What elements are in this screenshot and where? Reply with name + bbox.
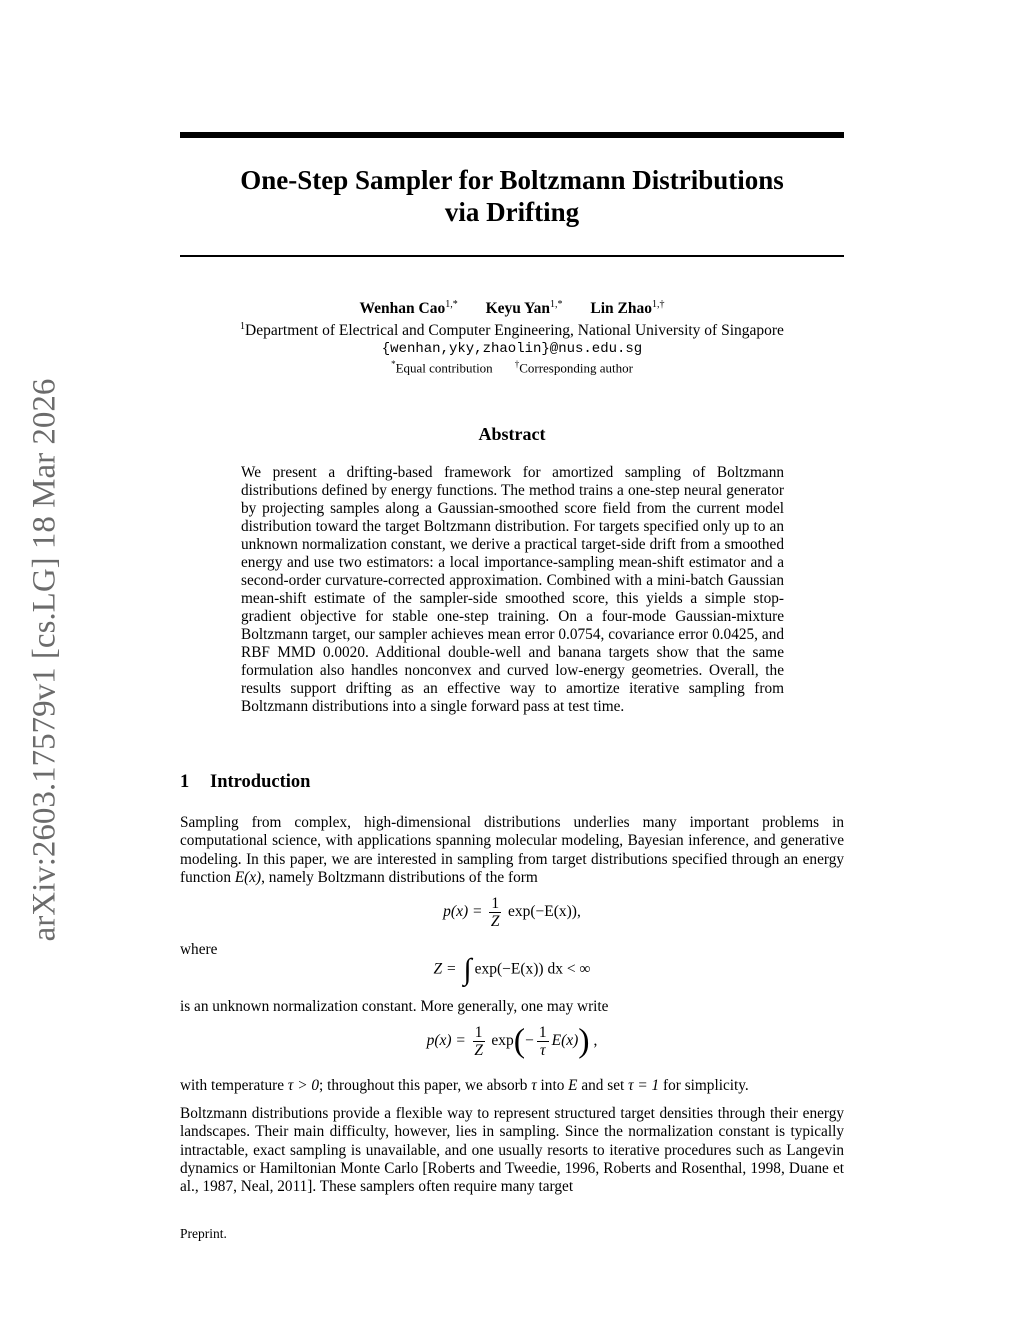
intro-paragraph-4: Boltzmann distributions provide a flexible way to represent structured target densities through their energy landscapes. Their main difficulty, however, lies in sampling. Since the normalization constant is typically intractable, exact sampling is unavailable, and one usually resorts to iterative procedures such as Langevin dynamics or Hamiltonian Monte Carlo [Roberts and Tweedie, 1996, Roberts and Rosenthal, 1998, Duane et al., 1987, Neal, 2011]. These samplers often require many target <box>180 1105 844 1196</box>
section-heading-introduction <box>180 772 310 793</box>
author-notes <box>180 359 844 376</box>
intro-p1-math: E(x) <box>234 868 262 886</box>
author-email: {wenhan,yky,zhaolin}@nus.edu.sg <box>381 341 643 357</box>
eq3-minus: − <box>525 1032 534 1050</box>
eq3-inner-denominator: τ <box>539 1042 546 1059</box>
affiliation-mark: 1 <box>240 321 246 332</box>
eq3-numerator: 1 <box>474 1024 483 1041</box>
intro-p3-b: ; throughout this paper, we absorb <box>319 1077 528 1094</box>
corresponding-author-note: Corresponding author <box>519 360 633 376</box>
footer-preprint: Preprint. <box>180 1226 227 1241</box>
eq3-comma: , <box>589 1032 598 1050</box>
eq1-lhs: p(x) = <box>443 903 487 921</box>
section-title: Introduction <box>210 772 311 792</box>
title-bottom-rule <box>180 255 844 257</box>
intro-p3-math-4: τ = 1 <box>628 1077 660 1094</box>
intro-p3-math-1: τ > 0 <box>287 1077 319 1094</box>
author-3-mark: 1,† <box>652 299 665 310</box>
author-1-mark: 1,* <box>445 299 458 310</box>
eq3-exp: exp <box>487 1032 514 1050</box>
affiliation <box>180 321 844 340</box>
equation-boltzmann <box>180 895 844 930</box>
arxiv-identifier: arXiv:2603.17579v1 [cs.LG] 18 Mar 2026 <box>26 378 63 942</box>
eq2-lhs: Z = <box>433 960 461 978</box>
title-line-1: One-Step Sampler for Boltzmann Distributions <box>240 165 784 195</box>
abstract-heading: Abstract <box>478 424 546 444</box>
eq3-energy: E(x) <box>551 1032 579 1050</box>
intro-paragraph-2: is an unknown normalization constant. More generally, one may write <box>180 998 609 1015</box>
equal-contribution-note: Equal contribution <box>395 360 493 376</box>
author-1 <box>359 300 457 317</box>
intro-p3-math-2: τ <box>531 1077 537 1094</box>
eq3-right-paren: ) <box>578 1022 590 1060</box>
intro-paragraph-1 <box>180 814 844 887</box>
intro-p3-c: into <box>540 1077 565 1094</box>
author-3 <box>590 300 664 317</box>
author-2 <box>486 300 563 317</box>
intro-p3-d: and set <box>581 1077 625 1094</box>
eq3-denominator: Z <box>474 1042 483 1059</box>
title-line-2: via Drifting <box>444 197 580 227</box>
where-text: where <box>180 941 218 958</box>
intro-p3-e: for simplicity. <box>663 1077 749 1094</box>
eq3-inner-fraction <box>537 1024 549 1059</box>
eq2-rhs: exp(−E(x)) dx < ∞ <box>474 960 591 978</box>
author-list <box>180 299 844 318</box>
eq3-left-paren: ( <box>513 1022 526 1060</box>
author-2-mark: 1,* <box>550 299 563 310</box>
intro-p3-math-3: E <box>568 1077 578 1094</box>
equal-contribution-mark: * <box>391 359 396 369</box>
eq3-fraction <box>473 1024 485 1059</box>
integral-symbol: ∫ <box>463 953 472 986</box>
eq3-inner-numerator: 1 <box>538 1024 547 1041</box>
eq3-lhs: p(x) = <box>426 1032 470 1050</box>
section-number: 1 <box>180 772 190 792</box>
eq1-fraction <box>489 895 501 930</box>
corresponding-author-mark: † <box>514 359 520 369</box>
eq1-denominator: Z <box>490 913 500 930</box>
title-top-rule <box>180 132 844 138</box>
paper-title <box>180 164 844 228</box>
author-3-name: Lin Zhao <box>590 300 653 318</box>
affiliation-text: Department of Electrical and Computer Engineering, National University of Singapore <box>245 322 784 340</box>
intro-p3-a: with temperature <box>180 1077 285 1094</box>
author-1-name: Wenhan Cao <box>359 300 446 318</box>
intro-p1-text: Sampling from complex, high-dimensional distributions underlies many important problems in computational science, with applications spanning molecular modeling, Bayesian inference, and generative modeling. In this paper, we are interested in sampling from target distributions specified through an energy function <box>180 814 844 886</box>
equation-temperature <box>180 1024 844 1059</box>
equation-partition-function <box>180 955 844 985</box>
intro-p1-end: , namely Boltzmann distributions of the form <box>261 868 538 886</box>
eq1-rhs: exp(−E(x)), <box>504 903 581 921</box>
abstract-body: We present a drifting-based framework for amortized sampling of Boltzmann distributions defined by energy functions. The method trains a one-step neural generator by projecting samples along a Gaussian-smoothed score field from the current model distribution toward the target Boltzmann distribution. For targets specified only up to an unknown normalization constant, we derive a practical target-side drift from a smoothed energy and use two estimators: a local importance-sampling mean-shift estimator and a second-order curvature-corrected approximation. Combined with a mini-batch Gaussian mean-shift estimate of the sampler-side smoothed score, this yields a simple stop-gradient objective for stable one-step training. On a four-mode Gaussian-mixture Boltzmann target, our sampler achieves mean error 0.0754, covariance error 0.0425, and RBF MMD 0.0020. Additional double-well and banana targets show that the same formulation also handles nonconvex and curved low-energy geometries. Overall, the results support drifting as an effective way to amortize iterative sampling from Boltzmann distributions into a single forward pass at test time. <box>241 464 784 715</box>
author-2-name: Keyu Yan <box>485 300 551 318</box>
intro-paragraph-3 <box>180 1077 844 1095</box>
eq1-numerator: 1 <box>491 895 500 912</box>
